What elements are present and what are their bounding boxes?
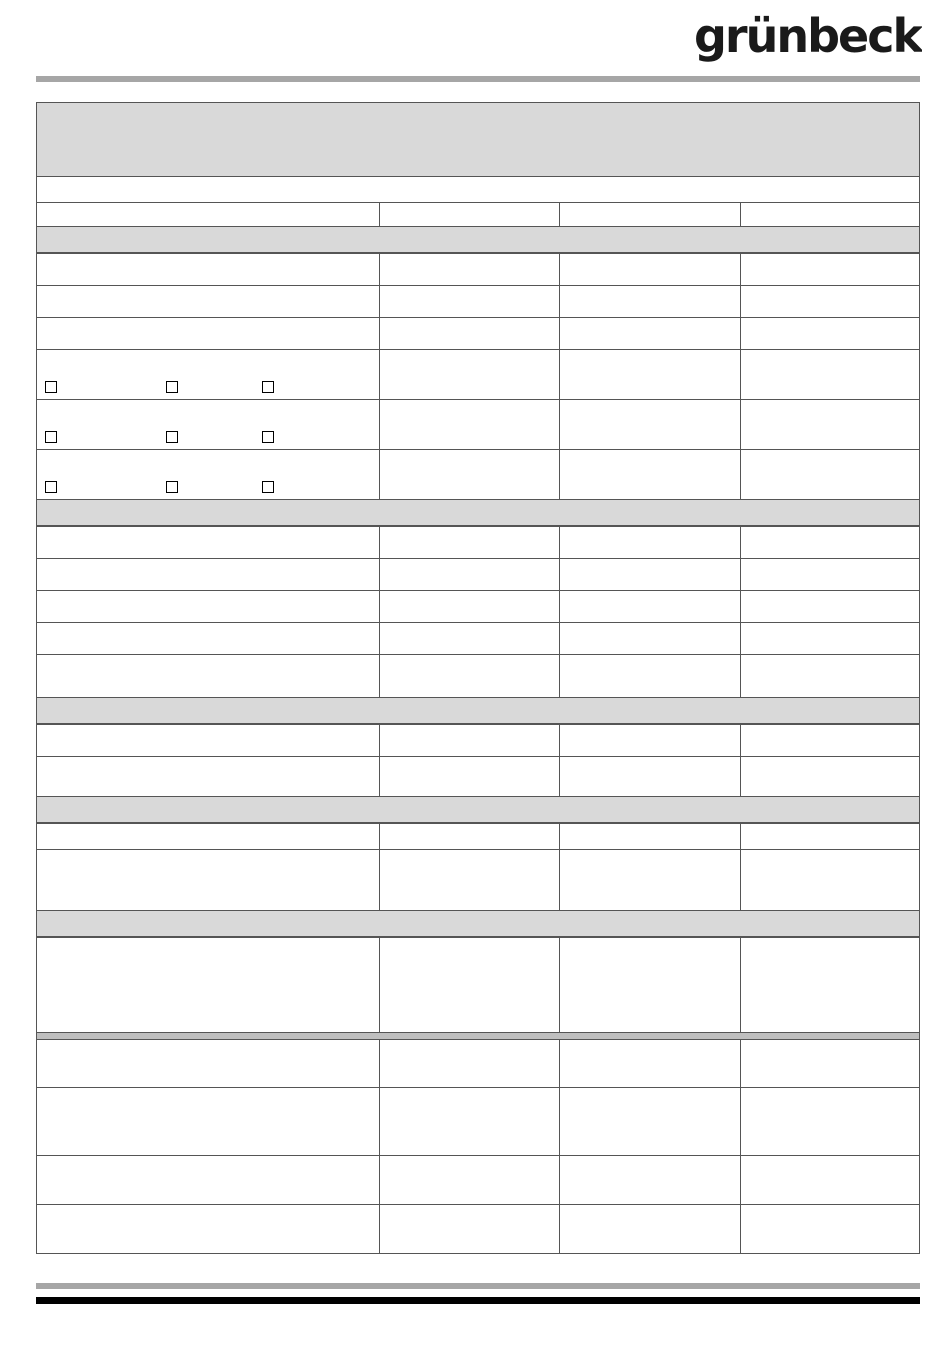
form-title (37, 103, 919, 176)
column-header-3 (741, 203, 919, 226)
table-row (37, 1156, 919, 1205)
table-row (37, 254, 919, 286)
table-row (37, 938, 919, 1032)
checkbox[interactable] (166, 381, 178, 393)
column-header-row (37, 203, 919, 227)
table-row (37, 824, 919, 850)
table-row (37, 1205, 919, 1253)
section-header (37, 698, 919, 725)
table-row (37, 623, 919, 655)
gruenbeck-logo (690, 6, 922, 72)
checkbox[interactable] (166, 431, 178, 443)
table-row (37, 591, 919, 623)
column-header-1 (380, 203, 560, 226)
section-divider (37, 1032, 919, 1040)
table-row (37, 559, 919, 591)
section-header (37, 797, 919, 824)
section-header (37, 227, 919, 254)
table-row (37, 527, 919, 559)
table-row (37, 1040, 919, 1088)
checkbox[interactable] (262, 481, 274, 493)
table-row (37, 318, 919, 350)
table-row (37, 850, 919, 911)
inspection-form (36, 102, 920, 1254)
checkbox[interactable] (45, 431, 57, 443)
checkbox-row (37, 350, 919, 400)
table-row (37, 725, 919, 757)
table-row (37, 1088, 919, 1156)
column-header-label (37, 203, 380, 226)
footer-rule-black (36, 1297, 920, 1304)
checkbox[interactable] (262, 381, 274, 393)
checkbox[interactable] (45, 481, 57, 493)
table-row (37, 286, 919, 318)
column-header-2 (560, 203, 741, 226)
checkbox[interactable] (166, 481, 178, 493)
footer-rule-gray (36, 1283, 920, 1289)
table-row (37, 655, 919, 698)
section-header (37, 500, 919, 527)
form-subheader (37, 177, 919, 202)
header-rule (36, 76, 920, 82)
checkbox[interactable] (45, 381, 57, 393)
checkbox[interactable] (262, 431, 274, 443)
checkbox-row (37, 450, 919, 500)
section-header (37, 911, 919, 938)
form-subheader-row (37, 177, 919, 203)
form-title-row (37, 103, 919, 177)
table-row (37, 757, 919, 797)
svg-text:grünbeck: grünbeck (694, 9, 922, 63)
checkbox-row (37, 400, 919, 450)
